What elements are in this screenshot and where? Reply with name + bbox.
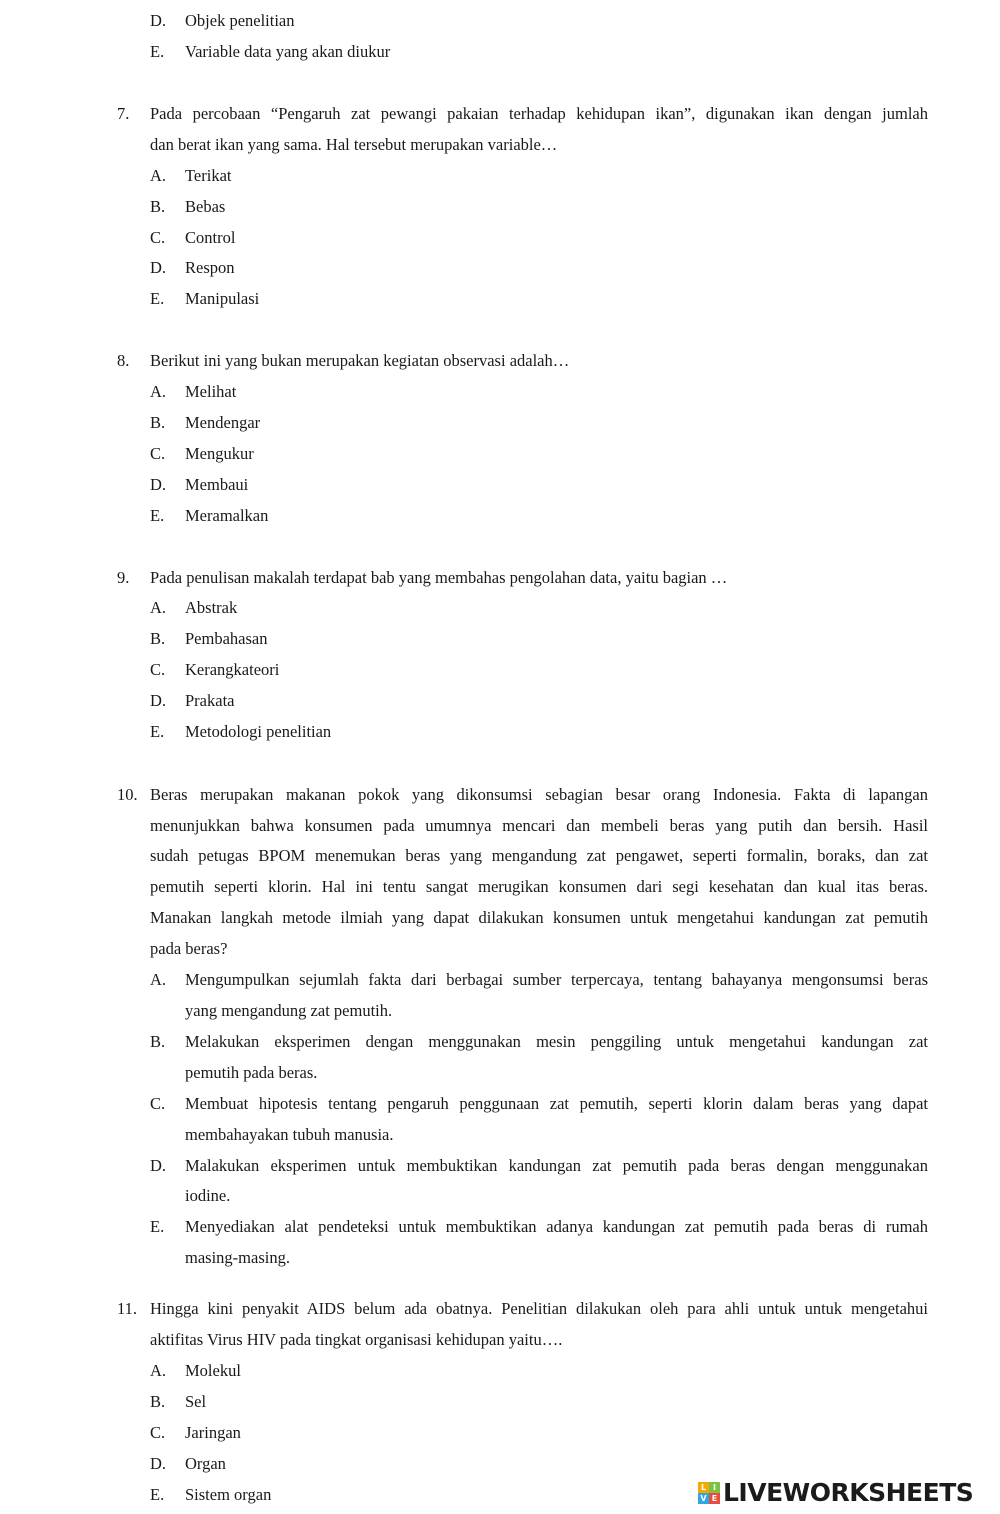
liveworksheets-logo-icon [698,1482,720,1504]
option-letter: E. [150,1485,165,1504]
option-text: Prakata [185,691,235,710]
logo-tile-l: L [698,1482,709,1493]
question-number: 8. [117,351,130,370]
option-letter: B. [150,629,166,648]
question-text-line: pemutih seperti klorin. Hal ini tentu sangat merugikan konsumen dari segi kesehatan dan kual itas beras. [150,877,928,896]
option-text: Organ [185,1454,226,1473]
option-text: Pembahasan [185,629,268,648]
option-letter: B. [150,1392,166,1411]
option-letter: D. [150,11,167,30]
logo-tile-e: E [709,1493,720,1504]
option-text-line: pemutih pada beras. [185,1063,318,1082]
option-text-line: masing-masing. [185,1248,290,1267]
liveworksheets-logo-text: LIVEWORKSHEETS [723,1478,974,1507]
question-text-line: Berikut ini yang bukan merupakan kegiatan observasi adalah… [150,351,570,370]
option-letter: E. [150,722,165,741]
option-letter: C. [150,444,166,463]
option-text: Jaringan [185,1423,241,1442]
option-text: Respon [185,258,235,277]
question-text-line: aktifitas Virus HIV pada tingkat organisasi kehidupan yaitu…. [150,1330,563,1349]
option-text: Manipulasi [185,289,260,308]
question-number: 7. [117,104,130,123]
option-letter: D. [150,691,167,710]
option-letter: D. [150,1454,167,1473]
option-text-line: Malakukan eksperimen untuk membuktikan kandungan zat pemutih pada beras dengan menggunakan [185,1156,928,1175]
option-text: Bebas [185,197,226,216]
option-text: Meramalkan [185,506,269,525]
option-letter: A. [150,1361,167,1380]
option-text: Mengukur [185,444,254,463]
option-text-line: Membuat hipotesis tentang pengaruh penggunaan zat pemutih, seperti klorin dalam beras yang dapat [185,1094,928,1113]
question-text-line: Pada percobaan “Pengaruh zat pewangi pakaian terhadap kehidupan ikan”, digunakan ikan dengan jumlah [150,104,928,123]
option-text-line: yang mengandung zat pemutih. [185,1001,393,1020]
option-letter: C. [150,1094,166,1113]
option-letter: A. [150,166,167,185]
liveworksheets-logo[interactable] [698,1477,973,1509]
question-number: 10. [117,785,138,804]
option-letter: A. [150,970,167,989]
option-letter: A. [150,598,167,617]
question-text-line: Hingga kini penyakit AIDS belum ada obatnya. Penelitian dilakukan oleh para ahli untuk untuk mengetahui [150,1299,928,1318]
option-letter: C. [150,660,166,679]
option-text-line: membahayakan tubuh manusia. [185,1125,394,1144]
option-letter: E. [150,289,165,308]
option-text: Sistem organ [185,1485,272,1504]
option-text: Mendengar [185,413,261,432]
option-text: Control [185,228,236,247]
option-text: Kerangkateori [185,660,280,679]
option-letter: B. [150,197,166,216]
option-letter: E. [150,506,165,525]
option-letter: C. [150,228,166,247]
option-text: Metodologi penelitian [185,722,332,741]
option-text: Variable data yang akan diukur [185,42,391,61]
option-text-line: iodine. [185,1186,231,1205]
option-letter: D. [150,1156,167,1175]
logo-tile-v: V [698,1493,709,1504]
option-text: Melihat [185,382,237,401]
option-letter: B. [150,413,166,432]
option-letter: A. [150,382,167,401]
option-text-line: Mengumpulkan sejumlah fakta dari berbagai sumber terpercaya, tentang bahayanya mengonsumsi beras [185,970,928,989]
option-text: Membaui [185,475,249,494]
option-text: Abstrak [185,598,238,617]
option-text: Objek penelitian [185,11,295,30]
option-text-line: Melakukan eksperimen dengan menggunakan mesin penggiling untuk mengetahui kandungan zat [185,1032,928,1051]
option-text: Terikat [185,166,232,185]
question-number: 9. [117,568,130,587]
option-text: Molekul [185,1361,241,1380]
option-letter: B. [150,1032,166,1051]
logo-tile-i: I [709,1482,720,1493]
option-letter: E. [150,1217,165,1236]
question-number: 11. [117,1299,138,1318]
option-text-line: Menyediakan alat pendeteksi untuk membuktikan adanya kandungan zat pemutih pada beras di rumah [185,1217,928,1236]
option-text: Sel [185,1392,207,1411]
question-text-line: pada beras? [150,939,228,958]
question-text-line: menunjukkan bahwa konsumen pada umumnya mencari dan membeli beras yang putih dan bersih. Hasil [150,816,928,835]
option-letter: D. [150,475,167,494]
option-letter: C. [150,1423,166,1442]
question-text-line: sudah petugas BPOM menemukan beras yang mengandung zat pengawet, seperti formalin, boraks, dan zat [150,846,928,865]
question-text-line: dan berat ikan yang sama. Hal tersebut merupakan variable… [150,135,558,154]
option-letter: E. [150,42,165,61]
option-letter: D. [150,258,167,277]
question-text-line: Manakan langkah metode ilmiah yang dapat dilakukan konsumen untuk mengetahui kandungan zat pemutih [150,908,928,927]
question-text-line: Pada penulisan makalah terdapat bab yang membahas pengolahan data, yaitu bagian … [150,568,728,587]
question-text-line: Beras merupakan makanan pokok yang dikonsumsi sebagian besar orang Indonesia. Fakta di lapangan [150,785,928,804]
